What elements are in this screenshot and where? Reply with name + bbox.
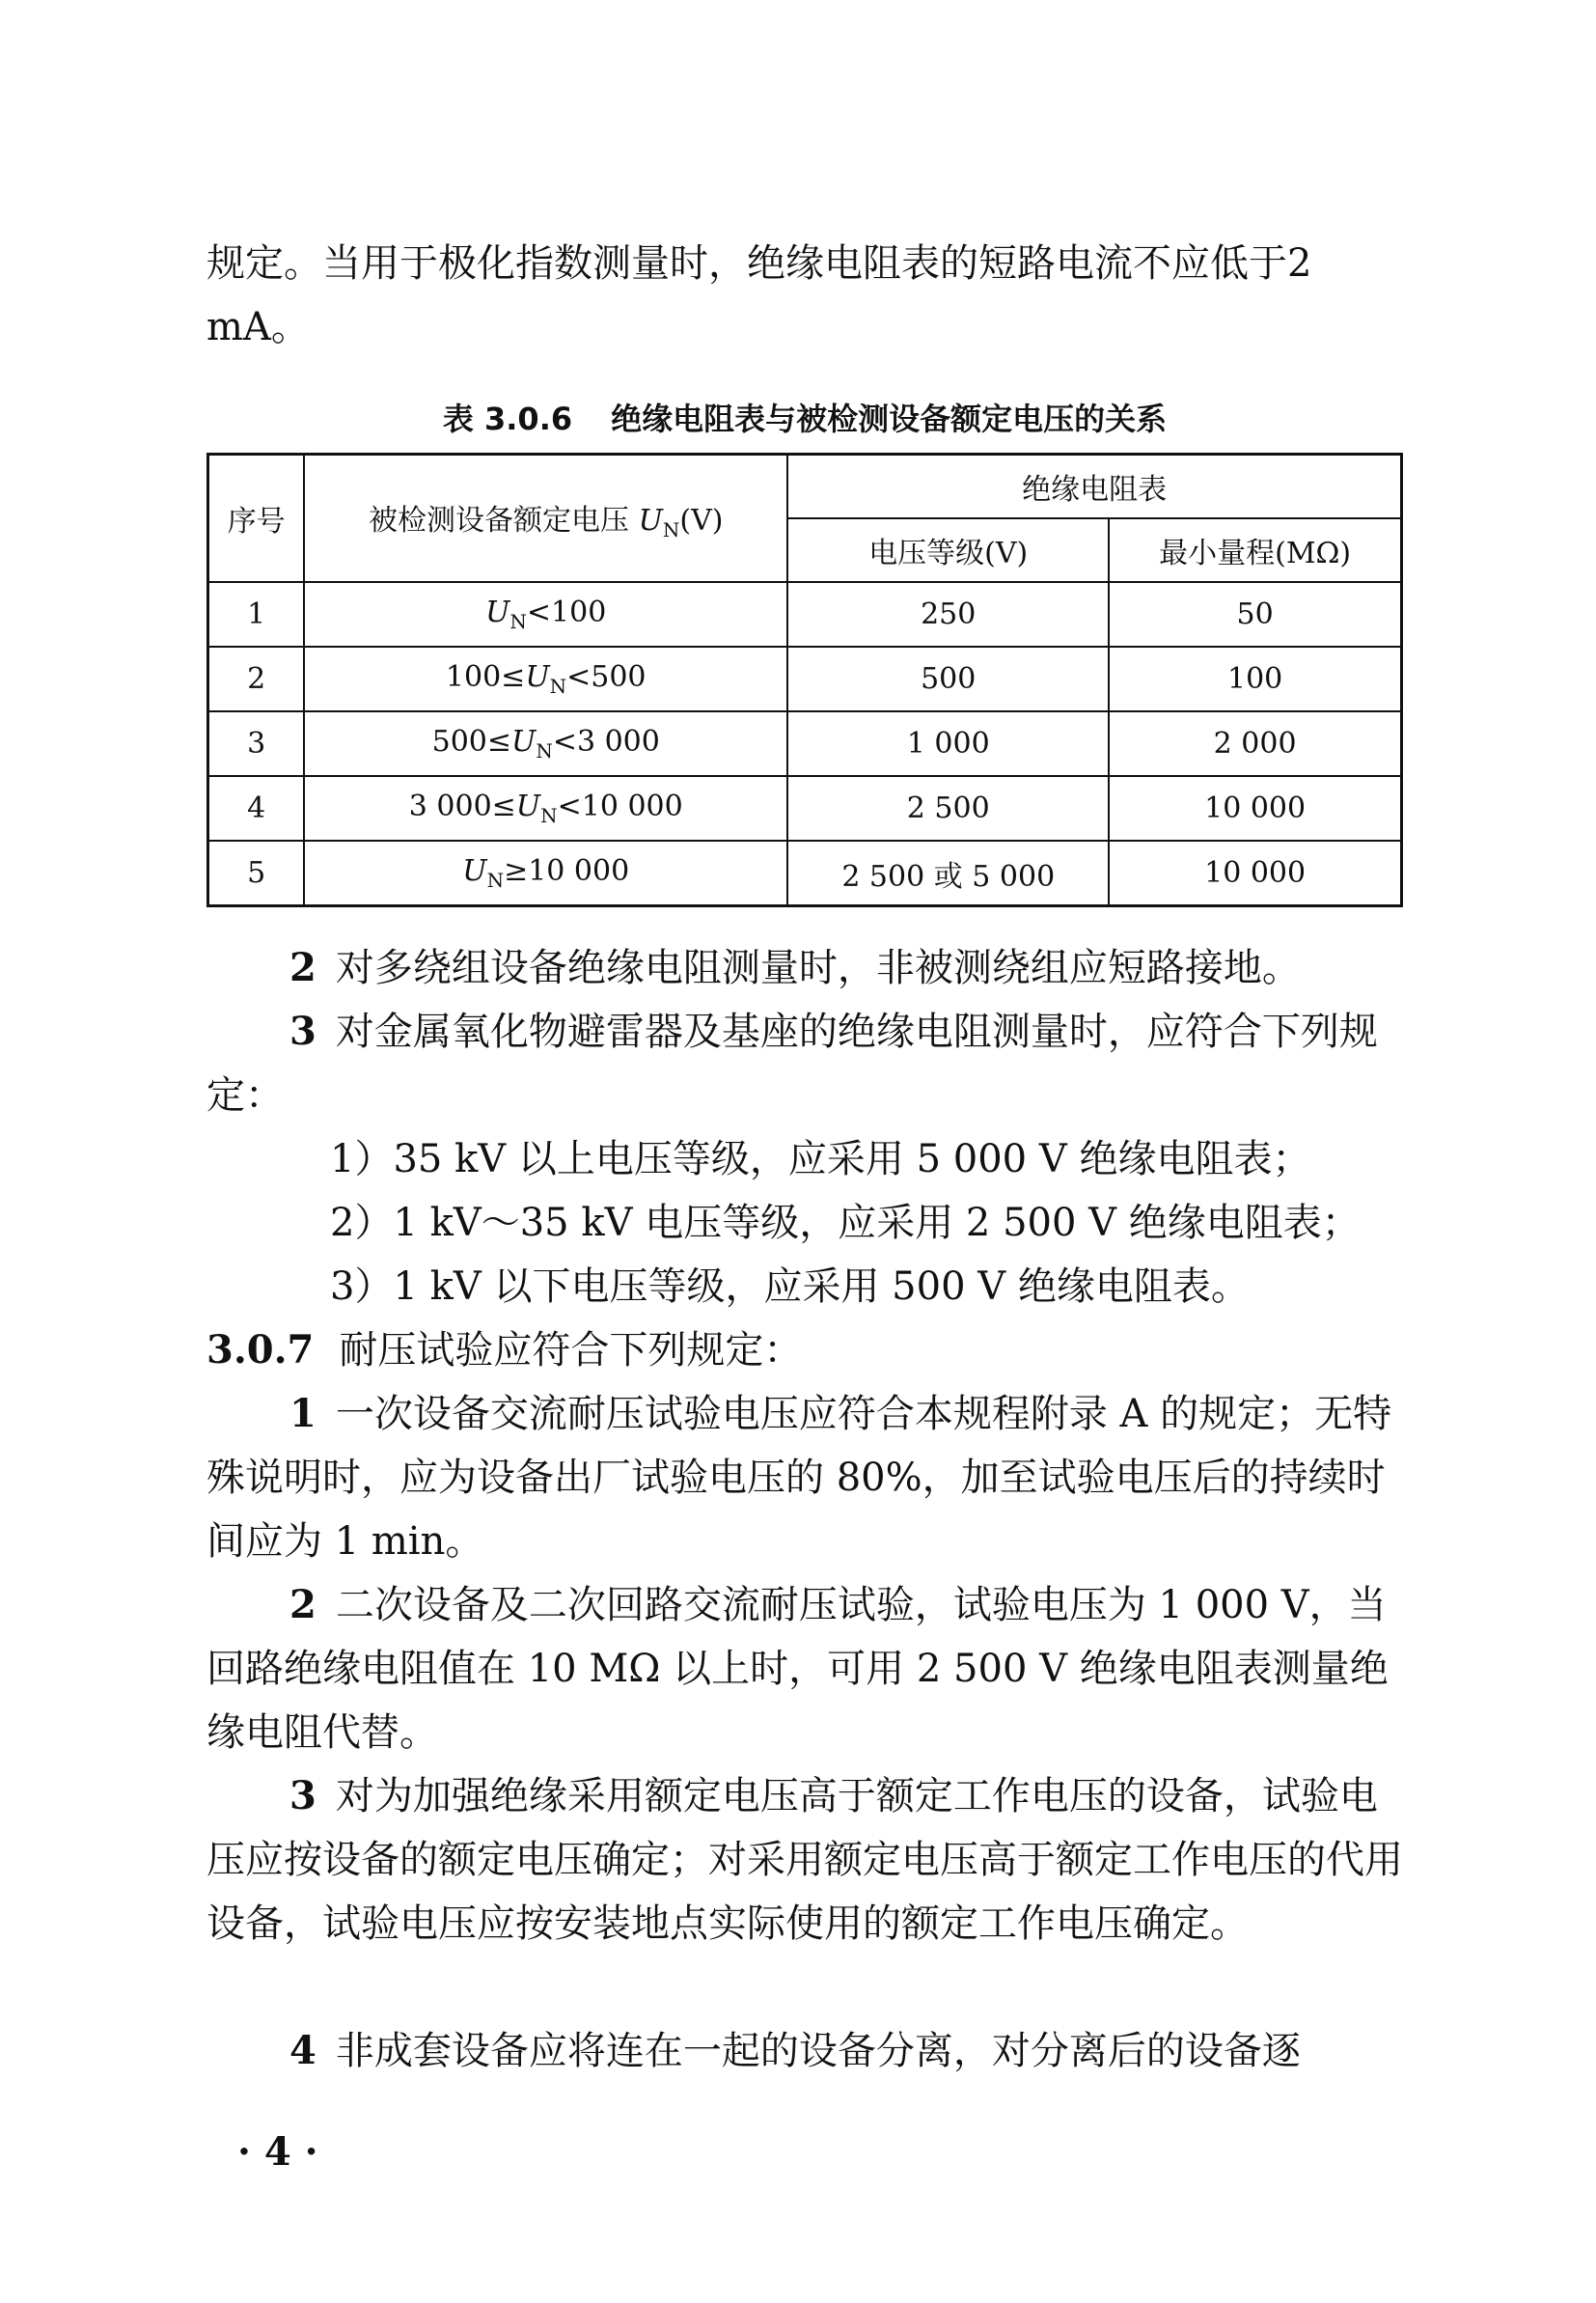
- table-row: [208, 647, 1402, 711]
- section-item-4-text: 非成套设备应将连在一起的设备分离，对分离后的设备逐: [335, 2029, 1301, 2073]
- section-item-3-number: 3: [289, 1773, 316, 1818]
- cell-seq: 4: [208, 776, 305, 841]
- section-heading: [206, 1318, 1403, 1382]
- section-item-4: [206, 2019, 1403, 2083]
- cell-seq: 2: [208, 647, 305, 711]
- header-un-symbol: $U_N$: [638, 503, 680, 541]
- item-2-paragraph: [206, 936, 1403, 1000]
- item-3-paragraph: [206, 1000, 1403, 1127]
- cell-voltage: 500: [787, 647, 1109, 711]
- section-item-1: [206, 1382, 1403, 1573]
- header-rated-voltage-prefix: 被检测设备额定电压: [369, 503, 630, 538]
- header-seq: 序号: [208, 455, 305, 583]
- header-rated-voltage-unit: (V): [679, 503, 724, 538]
- cell-condition: 3 $000\le U_N<10$ 000: [304, 776, 787, 841]
- cell-range: 10 000: [1109, 841, 1401, 906]
- cell-range: 10 000: [1109, 776, 1401, 841]
- table-caption: [206, 396, 1403, 442]
- cell-range: 50: [1109, 582, 1401, 647]
- cell-seq: 3: [208, 711, 305, 776]
- sub-item-1: 1）35 kV 以上电压等级，应采用 5 000 V 绝缘电阻表；: [330, 1137, 1311, 1181]
- table-row: [208, 776, 1402, 841]
- cell-voltage: 2 500: [787, 776, 1109, 841]
- cell-seq: 5: [208, 841, 305, 906]
- header-min-range: 最小量程(MΩ): [1109, 518, 1401, 582]
- item-3-text: 对金属氧化物避雷器及基座的绝缘电阻测量时，应符合下列规定：: [206, 1010, 1378, 1118]
- cell-condition: $100\le U_N<500$: [304, 647, 787, 711]
- intro-paragraph: 规定。当用于极化指数测量时，绝缘电阻表的短路电流不应低于2 mA。: [206, 241, 1312, 349]
- header-rated-voltage: [304, 455, 787, 583]
- cell-condition: $U_N\ge 10$ 000: [304, 841, 787, 906]
- table-row: [208, 841, 1402, 906]
- item-3-number: 3: [289, 1009, 316, 1054]
- cell-range: 100: [1109, 647, 1401, 711]
- table-row: [208, 582, 1402, 647]
- section-item-4-number: 4: [289, 2028, 316, 2073]
- item-2-text: 对多绕组设备绝缘电阻测量时，非被测绕组应短路接地。: [335, 946, 1301, 990]
- section-item-1-text: 一次设备交流耐压试验电压应符合本规程附录 A 的规定；无特殊说明时，应为设备出厂试验电压的 80%，加至试验电压后的持续时间应为 1 min。: [206, 1392, 1392, 1564]
- cell-range: 2 000: [1109, 711, 1401, 776]
- section-item-1-number: 1: [289, 1391, 316, 1436]
- table-caption-title: 绝缘电阻表与被检测设备额定电压的关系: [611, 401, 1168, 437]
- section-title: 耐压试验应符合下列规定：: [339, 1328, 803, 1373]
- cell-voltage: 2 500 或 5 000: [787, 841, 1109, 906]
- cell-voltage: 1 000: [787, 711, 1109, 776]
- item-2-number: 2: [289, 945, 316, 990]
- table-row: [208, 711, 1402, 776]
- section-item-3-text: 对为加强绝缘采用额定电压高于额定工作电压的设备，试验电压应按设备的额定电压确定；对采用额定电压高于额定工作电压的代用设备，试验电压应按安装地点实际使用的额定工作电压确定。: [206, 1774, 1403, 1946]
- header-voltage-level: 电压等级(V): [787, 518, 1109, 582]
- section-item-2-number: 2: [289, 1582, 316, 1627]
- header-meter-group: 绝缘电阻表: [787, 455, 1401, 519]
- section-item-3: [206, 1764, 1403, 1956]
- table-caption-number: 表 3.0.6: [442, 401, 573, 437]
- cell-seq: 1: [208, 582, 305, 647]
- sub-item-2: 2）1 kV～35 kV 电压等级，应采用 2 500 V 绝缘电阻表；: [330, 1201, 1361, 1245]
- cell-voltage: 250: [787, 582, 1109, 647]
- cell-condition: $U_N<100$: [304, 582, 787, 647]
- section-number: 3.0.7: [206, 1327, 315, 1373]
- page-number: · 4 ·: [237, 2129, 318, 2175]
- section-item-2-text: 二次设备及二次回路交流耐压试验，试验电压为 1 000 V，当回路绝缘电阻值在 10 MΩ 以上时，可用 2 500 V 绝缘电阻表测量绝缘电阻代替。: [206, 1583, 1389, 1755]
- cell-condition: $500\le U_N<3$ 000: [304, 711, 787, 776]
- section-item-2: [206, 1573, 1403, 1764]
- sub-item-3: 3）1 kV 以下电压等级，应采用 500 V 绝缘电阻表。: [330, 1264, 1250, 1309]
- voltage-relation-table: [206, 453, 1403, 907]
